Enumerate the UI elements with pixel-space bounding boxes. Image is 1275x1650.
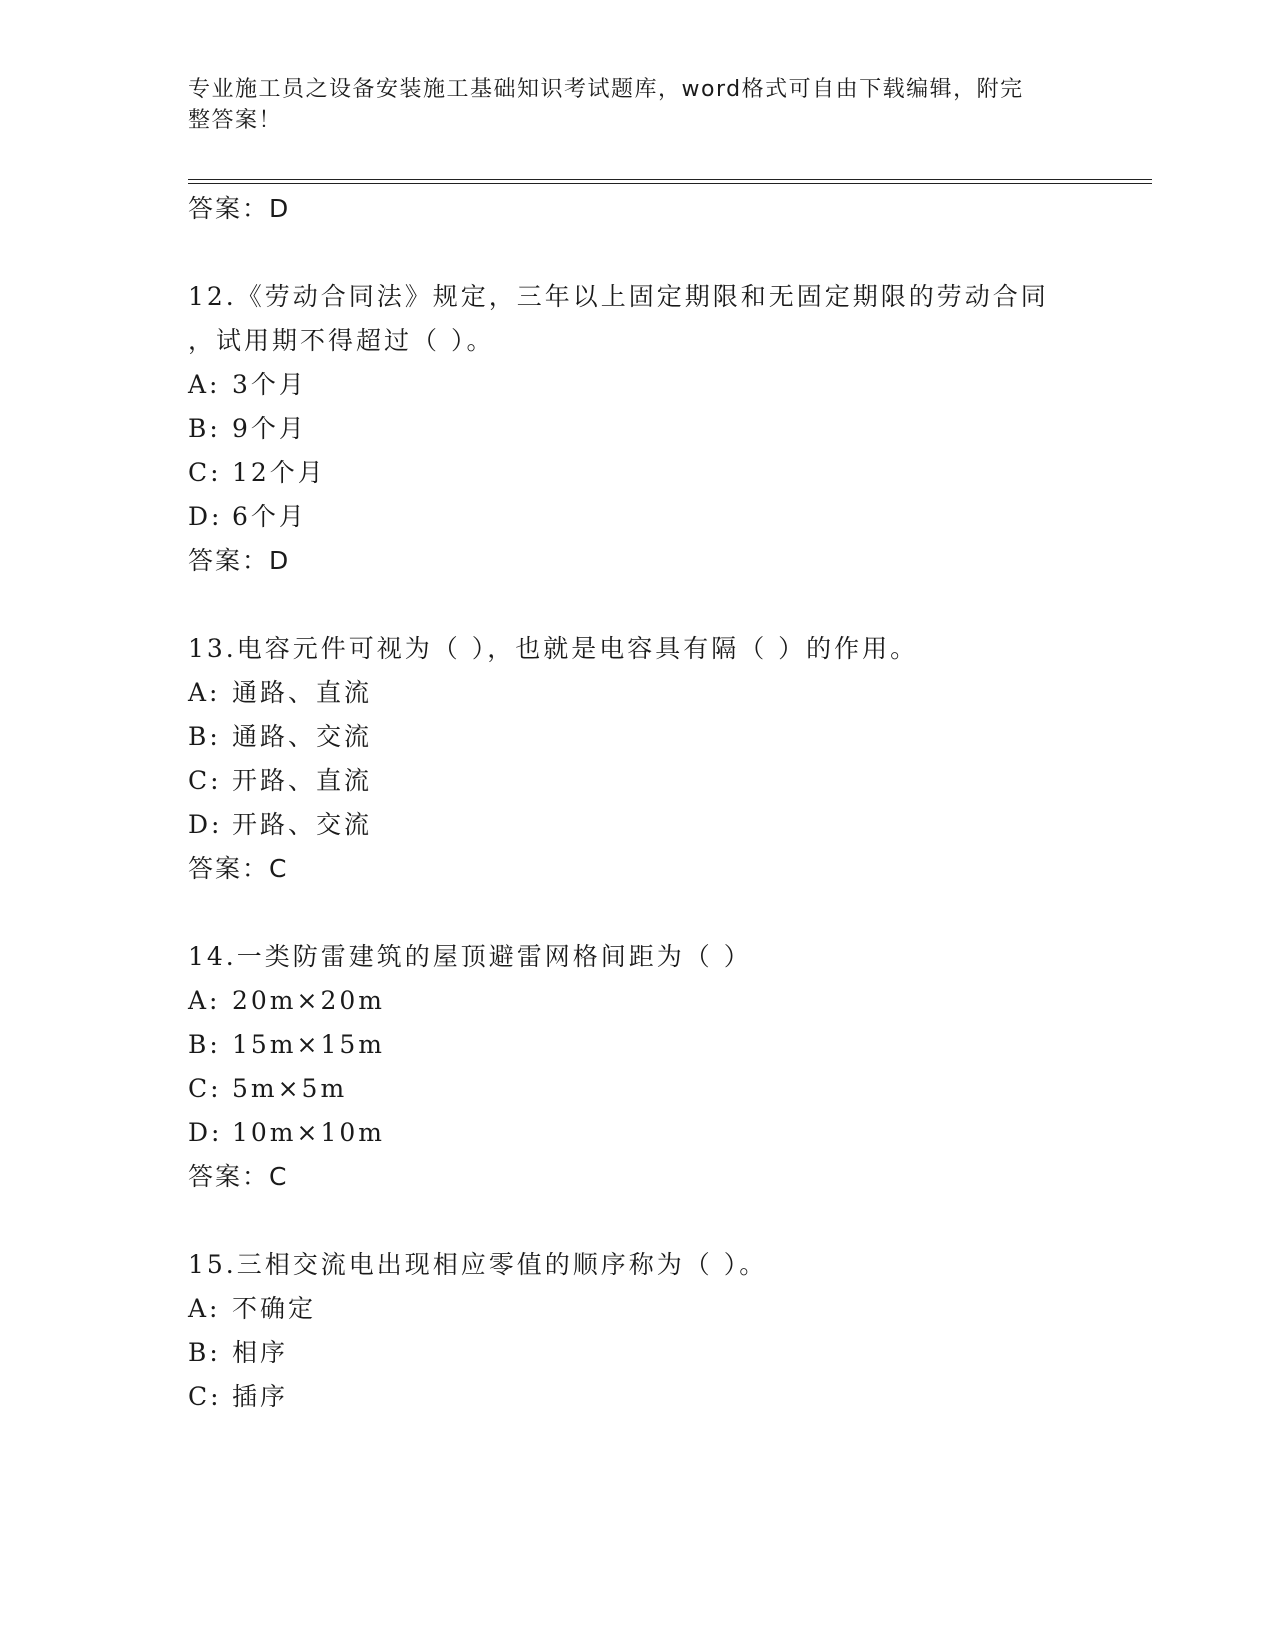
option-letter: B: [188,414,221,443]
option-text: 20m×20m [232,986,385,1015]
option-letter: B: [188,1338,221,1367]
question-12-option-b [188,412,307,446]
question-13-answer: 答案：C [188,854,289,883]
option-letter: A: [188,986,221,1015]
question-15-option-a [188,1292,316,1326]
question-13-stem-line-1: 13.电容元件可视为（ ），也就是电容具有隔（ ）的作用。 [188,634,919,663]
option-text: 3个月 [232,370,307,399]
header-divider-bottom [188,183,1152,184]
option-letter: B: [188,722,221,751]
question-13-option-b [188,720,372,754]
header-line-2: 整答案！ [188,108,283,133]
answer-previous: 答案：D [188,194,291,223]
question-13-option-c [188,764,372,798]
question-14-option-b [188,1028,385,1062]
option-text: 开路、交流 [232,810,373,839]
question-12-stem-line-1: 12.《劳动合同法》规定，三年以上固定期限和无固定期限的劳动合同 [188,282,1049,311]
question-12-option-d [188,500,307,534]
option-letter: D: [188,502,223,531]
question-13-option-d [188,808,372,842]
document-header [188,74,1068,136]
header-divider-top [188,179,1152,180]
option-text: 10m×10m [232,1118,385,1147]
question-15-stem-line-1: 15.三相交流电出现相应零值的顺序称为（ ）。 [188,1250,768,1279]
option-text: 15m×15m [232,1030,385,1059]
option-letter: D: [188,810,223,839]
question-12-option-a [188,368,307,402]
option-text: 6个月 [232,502,307,531]
option-letter: A: [188,1294,221,1323]
question-14-option-a [188,984,385,1018]
option-letter: C: [188,1382,222,1411]
option-letter: C: [188,458,222,487]
option-text: 12个月 [232,458,326,487]
option-text: 插序 [232,1382,289,1411]
option-text: 不确定 [232,1294,317,1323]
option-text: 通路、交流 [232,722,373,751]
question-12-answer: 答案：D [188,546,291,575]
header-line-1: 专业施工员之设备安装施工基础知识考试题库，word格式可自由下载编辑，附完 [188,77,1024,102]
option-text: 通路、直流 [232,678,373,707]
question-15-option-b [188,1336,288,1370]
option-letter: B: [188,1030,221,1059]
question-14-stem-line-1: 14.一类防雷建筑的屋顶避雷网格间距为（ ） [188,942,752,971]
question-14-answer: 答案：C [188,1162,289,1191]
option-letter: A: [188,678,221,707]
option-letter: C: [188,766,222,795]
option-letter: D: [188,1118,223,1147]
question-14-option-c [188,1072,347,1106]
question-12-stem-line-2: ，试用期不得超过（ ）。 [188,326,495,355]
option-text: 5m×5m [232,1074,348,1103]
option-text: 9个月 [232,414,307,443]
option-text: 开路、直流 [232,766,373,795]
question-12-option-c [188,456,326,490]
question-15-option-c [188,1380,288,1414]
question-14-option-d [188,1116,385,1150]
option-letter: C: [188,1074,222,1103]
question-13-option-a [188,676,372,710]
option-letter: A: [188,370,221,399]
option-text: 相序 [232,1338,289,1367]
